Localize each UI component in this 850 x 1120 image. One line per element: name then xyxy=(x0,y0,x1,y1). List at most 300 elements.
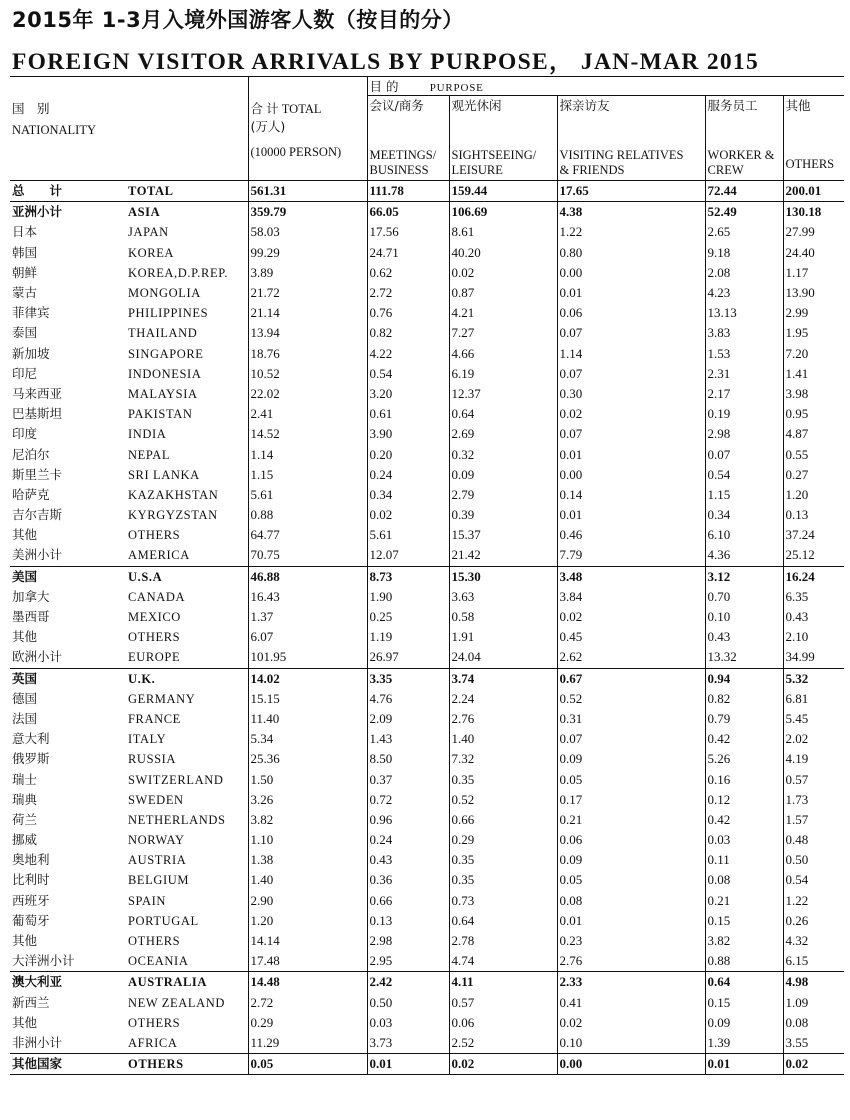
cell-sight: 0.35 xyxy=(449,769,557,789)
cell-sight: 0.06 xyxy=(449,1013,557,1033)
country-cn: 新加坡 xyxy=(12,345,50,361)
cell-meet: 0.34 xyxy=(367,485,449,505)
cell-visit: 0.00 xyxy=(557,1054,705,1075)
country-cn: 斯里兰卡 xyxy=(12,466,63,482)
table-row xyxy=(10,790,844,810)
cell-meet: 3.90 xyxy=(367,424,449,444)
cell-sight: 8.61 xyxy=(449,222,557,242)
table-row xyxy=(10,850,844,870)
cell-sight: 4.66 xyxy=(449,344,557,364)
cell-meet: 0.82 xyxy=(367,323,449,343)
cell-worker: 5.26 xyxy=(705,749,783,769)
country-en: U.S.A xyxy=(126,566,248,587)
cell-worker: 0.19 xyxy=(705,404,783,424)
country-cn: 泰国 xyxy=(12,325,38,341)
table-row xyxy=(10,485,844,505)
cell-meet: 8.73 xyxy=(367,566,449,587)
cell-worker: 0.08 xyxy=(705,870,783,890)
cell-total: 14.02 xyxy=(248,668,367,689)
country-cn: 吉尔吉斯 xyxy=(12,507,63,523)
table-row xyxy=(10,830,844,850)
cell-meet: 0.61 xyxy=(367,404,449,424)
cell-worker: 72.44 xyxy=(705,181,783,202)
country-cn: 荷兰 xyxy=(12,811,38,827)
cell-sight: 0.64 xyxy=(449,404,557,424)
table-row xyxy=(10,344,844,364)
country-cn: 其他 xyxy=(12,629,38,645)
cell-total: 359.79 xyxy=(248,202,367,223)
cell-worker: 2.65 xyxy=(705,222,783,242)
cell-sight: 3.63 xyxy=(449,587,557,607)
country-cn: 非洲小计 xyxy=(12,1034,63,1050)
cell-worker: 0.11 xyxy=(705,850,783,870)
cell-meet: 3.20 xyxy=(367,384,449,404)
cell-others: 1.20 xyxy=(783,485,844,505)
cell-sight: 15.30 xyxy=(449,566,557,587)
country-en: SRI LANKA xyxy=(128,467,200,482)
cell-meet: 2.09 xyxy=(367,709,449,729)
country-cn: 美洲小计 xyxy=(12,547,63,563)
cell-sight: 3.74 xyxy=(449,668,557,689)
cell-sight: 0.58 xyxy=(449,607,557,627)
country-en: KYRGYZSTAN xyxy=(128,508,218,523)
cell-visit: 0.31 xyxy=(557,709,705,729)
country-cn: 大洋洲小计 xyxy=(12,953,75,969)
country-en: SWEDEN xyxy=(128,792,184,807)
cell-others: 3.98 xyxy=(783,384,844,404)
cell-sight: 24.04 xyxy=(449,647,557,668)
cell-total: 15.15 xyxy=(248,689,367,709)
cell-visit: 2.76 xyxy=(557,951,705,972)
cell-others: 0.55 xyxy=(783,444,844,464)
cell-meet: 26.97 xyxy=(367,647,449,668)
cell-total: 1.50 xyxy=(248,769,367,789)
cell-sight: 2.76 xyxy=(449,709,557,729)
cell-sight: 0.35 xyxy=(449,870,557,890)
country-en: OTHERS xyxy=(128,1015,181,1030)
cell-meet: 0.01 xyxy=(367,1054,449,1075)
table-row xyxy=(10,444,844,464)
cell-visit: 0.05 xyxy=(557,769,705,789)
cell-visit: 0.09 xyxy=(557,850,705,870)
cell-total: 25.36 xyxy=(248,749,367,769)
cell-meet: 0.76 xyxy=(367,303,449,323)
cell-meet: 17.56 xyxy=(367,222,449,242)
table-row xyxy=(10,566,844,587)
cell-visit: 2.62 xyxy=(557,647,705,668)
country-cn: 日本 xyxy=(12,224,38,240)
cell-sight: 4.74 xyxy=(449,951,557,972)
cell-others: 27.99 xyxy=(783,222,844,242)
country-cn: 哈萨克 xyxy=(12,486,50,502)
cell-total: 3.26 xyxy=(248,790,367,810)
sightseeing-header-en: SIGHTSEEING/ LEISURE xyxy=(449,138,557,181)
country-en: ASIA xyxy=(126,202,248,223)
cell-visit: 0.06 xyxy=(557,830,705,850)
table-row xyxy=(10,283,844,303)
country-en: INDONESIA xyxy=(128,366,202,381)
cell-total: 0.05 xyxy=(248,1054,367,1075)
country-cn: 英国 xyxy=(10,668,126,689)
cell-total: 1.10 xyxy=(248,830,367,850)
country-en: BELGIUM xyxy=(128,873,190,888)
cell-visit: 3.48 xyxy=(557,566,705,587)
cell-meet: 0.20 xyxy=(367,444,449,464)
visitor-arrivals-table xyxy=(10,76,844,1075)
table-row xyxy=(10,810,844,830)
cell-total: 14.48 xyxy=(248,972,367,993)
cell-meet: 0.66 xyxy=(367,891,449,911)
cell-sight: 21.42 xyxy=(449,545,557,566)
cell-others: 13.90 xyxy=(783,283,844,303)
cell-worker: 1.15 xyxy=(705,485,783,505)
country-en: PAKISTAN xyxy=(128,407,193,422)
country-cn: 尼泊尔 xyxy=(12,446,50,462)
country-en: NEPAL xyxy=(128,447,171,462)
cell-others: 0.13 xyxy=(783,505,844,525)
cell-worker: 0.88 xyxy=(705,951,783,972)
country-en: MALAYSIA xyxy=(128,386,198,401)
cell-others: 0.27 xyxy=(783,465,844,485)
cell-worker: 0.07 xyxy=(705,444,783,464)
cell-worker: 2.08 xyxy=(705,263,783,283)
cell-total: 16.43 xyxy=(248,587,367,607)
cell-visit: 2.33 xyxy=(557,972,705,993)
table-row xyxy=(10,364,844,384)
cell-others: 130.18 xyxy=(783,202,844,223)
country-en: NETHERLANDS xyxy=(128,812,226,827)
cell-visit: 1.22 xyxy=(557,222,705,242)
country-en: AFRICA xyxy=(128,1035,178,1050)
country-en: OTHERS xyxy=(128,630,181,645)
cell-total: 17.48 xyxy=(248,951,367,972)
country-en: SWITZERLAND xyxy=(128,772,224,787)
cell-total: 46.88 xyxy=(248,566,367,587)
cell-others: 0.26 xyxy=(783,911,844,931)
total-header xyxy=(248,77,367,181)
cell-worker: 0.42 xyxy=(705,810,783,830)
table-row xyxy=(10,243,844,263)
country-en: OTHERS xyxy=(126,1054,248,1075)
cell-others: 6.81 xyxy=(783,689,844,709)
cell-visit: 0.02 xyxy=(557,607,705,627)
cell-visit: 0.08 xyxy=(557,891,705,911)
cell-others: 4.19 xyxy=(783,749,844,769)
cell-sight: 6.19 xyxy=(449,364,557,384)
cell-worker: 52.49 xyxy=(705,202,783,223)
purpose-header-cn: 目 的 xyxy=(369,79,399,94)
cell-others: 1.41 xyxy=(783,364,844,384)
cell-meet: 0.62 xyxy=(367,263,449,283)
table-row xyxy=(10,689,844,709)
cell-worker: 0.82 xyxy=(705,689,783,709)
country-en: ITALY xyxy=(128,732,167,747)
cell-total: 5.61 xyxy=(248,485,367,505)
purpose-header-en: PURPOSE xyxy=(429,82,484,94)
country-cn: 美国 xyxy=(10,566,126,587)
cell-visit: 0.07 xyxy=(557,424,705,444)
cell-others: 1.09 xyxy=(783,993,844,1013)
table-row xyxy=(10,951,844,972)
cell-sight: 2.79 xyxy=(449,485,557,505)
cell-total: 2.72 xyxy=(248,993,367,1013)
nationality-header-cn: 国 别 xyxy=(12,101,50,116)
cell-total: 13.94 xyxy=(248,323,367,343)
cell-visit: 0.07 xyxy=(557,323,705,343)
country-cn: 加拿大 xyxy=(12,588,50,604)
cell-worker: 4.36 xyxy=(705,545,783,566)
cell-total: 14.52 xyxy=(248,424,367,444)
others-header-en: OTHERS xyxy=(783,138,844,181)
cell-total: 1.15 xyxy=(248,465,367,485)
country-cn: 亚洲小计 xyxy=(10,202,126,223)
cell-total: 1.37 xyxy=(248,607,367,627)
cell-sight: 1.40 xyxy=(449,729,557,749)
cell-visit: 0.30 xyxy=(557,384,705,404)
cell-visit: 0.01 xyxy=(557,444,705,464)
country-cn: 新西兰 xyxy=(12,994,50,1010)
cell-sight: 0.02 xyxy=(449,263,557,283)
cell-total: 6.07 xyxy=(248,627,367,647)
country-en: AUSTRIA xyxy=(128,853,187,868)
country-cn: 德国 xyxy=(12,690,38,706)
cell-sight: 0.32 xyxy=(449,444,557,464)
cell-total: 22.02 xyxy=(248,384,367,404)
meetings-header-cn: 会议/商务 xyxy=(367,96,449,139)
cell-sight: 0.64 xyxy=(449,911,557,931)
cell-others: 5.45 xyxy=(783,709,844,729)
table-row xyxy=(10,1013,844,1033)
cell-meet: 1.19 xyxy=(367,627,449,647)
table-row xyxy=(10,222,844,242)
cell-others: 4.87 xyxy=(783,424,844,444)
table-row xyxy=(10,870,844,890)
country-en: AUSTRALIA xyxy=(126,972,248,993)
cell-total: 1.40 xyxy=(248,870,367,890)
country-cn: 其他 xyxy=(12,1014,38,1030)
cell-meet: 2.42 xyxy=(367,972,449,993)
cell-worker: 0.79 xyxy=(705,709,783,729)
table-row xyxy=(10,465,844,485)
cell-worker: 6.10 xyxy=(705,525,783,545)
cell-others: 0.43 xyxy=(783,607,844,627)
country-cn: 朝鲜 xyxy=(12,264,38,280)
cell-others: 1.95 xyxy=(783,323,844,343)
cell-worker: 1.53 xyxy=(705,344,783,364)
cell-total: 11.40 xyxy=(248,709,367,729)
country-en: NEW ZEALAND xyxy=(128,995,225,1010)
table-row xyxy=(10,627,844,647)
cell-sight: 1.91 xyxy=(449,627,557,647)
cell-total: 58.03 xyxy=(248,222,367,242)
table-row xyxy=(10,323,844,343)
cell-visit: 0.00 xyxy=(557,263,705,283)
country-en: EUROPE xyxy=(128,650,181,665)
country-en: SPAIN xyxy=(128,893,166,908)
cell-worker: 0.94 xyxy=(705,668,783,689)
cell-worker: 0.42 xyxy=(705,729,783,749)
cell-meet: 111.78 xyxy=(367,181,449,202)
table-row xyxy=(10,1054,844,1075)
cell-sight: 15.37 xyxy=(449,525,557,545)
cell-sight: 0.29 xyxy=(449,830,557,850)
table-body xyxy=(10,181,844,1075)
cell-meet: 1.90 xyxy=(367,587,449,607)
country-en: THAILAND xyxy=(128,326,198,341)
table-row xyxy=(10,181,844,202)
cell-sight: 2.78 xyxy=(449,931,557,951)
cell-worker: 2.31 xyxy=(705,364,783,384)
cell-worker: 9.18 xyxy=(705,243,783,263)
cell-worker: 0.01 xyxy=(705,1054,783,1075)
country-cn: 印度 xyxy=(12,426,38,442)
country-en: SINGAPORE xyxy=(128,346,204,361)
country-cn: 欧洲小计 xyxy=(12,649,63,665)
cell-others: 3.55 xyxy=(783,1033,844,1054)
visiting-header-en: VISITING RELATIVES & FRIENDS xyxy=(557,138,705,181)
country-cn: 西班牙 xyxy=(12,892,50,908)
country-cn: 菲律宾 xyxy=(12,305,50,321)
cell-total: 3.89 xyxy=(248,263,367,283)
country-cn: 蒙古 xyxy=(12,285,38,301)
cell-sight: 0.39 xyxy=(449,505,557,525)
cell-others: 1.57 xyxy=(783,810,844,830)
cell-others: 0.08 xyxy=(783,1013,844,1033)
country-cn: 比利时 xyxy=(12,872,50,888)
cell-meet: 8.50 xyxy=(367,749,449,769)
cell-visit: 0.52 xyxy=(557,689,705,709)
cell-others: 200.01 xyxy=(783,181,844,202)
others-header-cn: 其他 xyxy=(783,96,844,139)
cell-worker: 0.03 xyxy=(705,830,783,850)
cell-visit: 0.17 xyxy=(557,790,705,810)
cell-total: 101.95 xyxy=(248,647,367,668)
cell-visit: 0.14 xyxy=(557,485,705,505)
cell-meet: 66.05 xyxy=(367,202,449,223)
cell-visit: 0.46 xyxy=(557,525,705,545)
cell-sight: 12.37 xyxy=(449,384,557,404)
cell-total: 64.77 xyxy=(248,525,367,545)
cell-worker: 0.43 xyxy=(705,627,783,647)
cell-visit: 0.02 xyxy=(557,404,705,424)
table-row xyxy=(10,769,844,789)
cell-meet: 3.35 xyxy=(367,668,449,689)
cell-sight: 2.69 xyxy=(449,424,557,444)
country-en: TOTAL xyxy=(126,181,248,202)
cell-visit: 0.45 xyxy=(557,627,705,647)
cell-worker: 3.83 xyxy=(705,323,783,343)
cell-sight: 106.69 xyxy=(449,202,557,223)
cell-meet: 1.43 xyxy=(367,729,449,749)
cell-total: 2.41 xyxy=(248,404,367,424)
table-row xyxy=(10,931,844,951)
cell-meet: 0.54 xyxy=(367,364,449,384)
cell-meet: 0.37 xyxy=(367,769,449,789)
table-row xyxy=(10,607,844,627)
country-cn: 澳大利亚 xyxy=(10,972,126,993)
cell-total: 1.14 xyxy=(248,444,367,464)
cell-visit: 0.01 xyxy=(557,911,705,931)
country-cn: 俄罗斯 xyxy=(12,751,50,767)
cell-others: 34.99 xyxy=(783,647,844,668)
cell-others: 6.15 xyxy=(783,951,844,972)
table-row xyxy=(10,303,844,323)
cell-visit: 0.23 xyxy=(557,931,705,951)
cell-worker: 0.54 xyxy=(705,465,783,485)
cell-meet: 12.07 xyxy=(367,545,449,566)
cell-others: 0.02 xyxy=(783,1054,844,1075)
purpose-header xyxy=(367,77,844,96)
country-cn: 其他 xyxy=(12,933,38,949)
table-row xyxy=(10,505,844,525)
cell-others: 0.50 xyxy=(783,850,844,870)
cell-total: 99.29 xyxy=(248,243,367,263)
table-row xyxy=(10,263,844,283)
nationality-header xyxy=(10,77,248,181)
table-row xyxy=(10,729,844,749)
cell-others: 16.24 xyxy=(783,566,844,587)
cell-others: 2.99 xyxy=(783,303,844,323)
cell-meet: 0.24 xyxy=(367,465,449,485)
table-row xyxy=(10,424,844,444)
cell-visit: 0.67 xyxy=(557,668,705,689)
cell-worker: 0.09 xyxy=(705,1013,783,1033)
cell-visit: 0.09 xyxy=(557,749,705,769)
country-en: JAPAN xyxy=(128,225,169,240)
worker-header-cn: 服务员工 xyxy=(705,96,783,139)
table-row xyxy=(10,668,844,689)
page-title-cn: 2015年 1-3月入境外国游客人数（按目的分） xyxy=(12,8,464,32)
cell-worker: 13.32 xyxy=(705,647,783,668)
cell-total: 1.38 xyxy=(248,850,367,870)
cell-worker: 0.12 xyxy=(705,790,783,810)
cell-visit: 0.07 xyxy=(557,364,705,384)
cell-others: 37.24 xyxy=(783,525,844,545)
country-cn: 总 计 xyxy=(10,181,126,202)
cell-worker: 0.15 xyxy=(705,911,783,931)
cell-total: 18.76 xyxy=(248,344,367,364)
cell-worker: 2.98 xyxy=(705,424,783,444)
cell-others: 1.17 xyxy=(783,263,844,283)
cell-visit: 17.65 xyxy=(557,181,705,202)
cell-visit: 7.79 xyxy=(557,545,705,566)
cell-visit: 4.38 xyxy=(557,202,705,223)
total-header-line1: 合 计 TOTAL xyxy=(250,102,322,116)
country-en: U.K. xyxy=(126,668,248,689)
cell-visit: 0.21 xyxy=(557,810,705,830)
country-en: GERMANY xyxy=(128,691,196,706)
cell-visit: 0.01 xyxy=(557,505,705,525)
table-row xyxy=(10,545,844,566)
cell-sight: 0.57 xyxy=(449,993,557,1013)
cell-worker: 3.12 xyxy=(705,566,783,587)
cell-visit: 0.01 xyxy=(557,283,705,303)
country-cn: 挪威 xyxy=(12,832,38,848)
cell-total: 561.31 xyxy=(248,181,367,202)
country-cn: 印尼 xyxy=(12,365,38,381)
cell-sight: 4.21 xyxy=(449,303,557,323)
country-en: OTHERS xyxy=(128,934,181,949)
country-cn: 瑞典 xyxy=(12,791,38,807)
cell-meet: 0.03 xyxy=(367,1013,449,1033)
cell-total: 10.52 xyxy=(248,364,367,384)
country-en: INDIA xyxy=(128,427,167,442)
cell-sight: 7.27 xyxy=(449,323,557,343)
cell-others: 0.95 xyxy=(783,404,844,424)
cell-others: 24.40 xyxy=(783,243,844,263)
table-row xyxy=(10,525,844,545)
country-cn: 其他 xyxy=(12,527,38,543)
